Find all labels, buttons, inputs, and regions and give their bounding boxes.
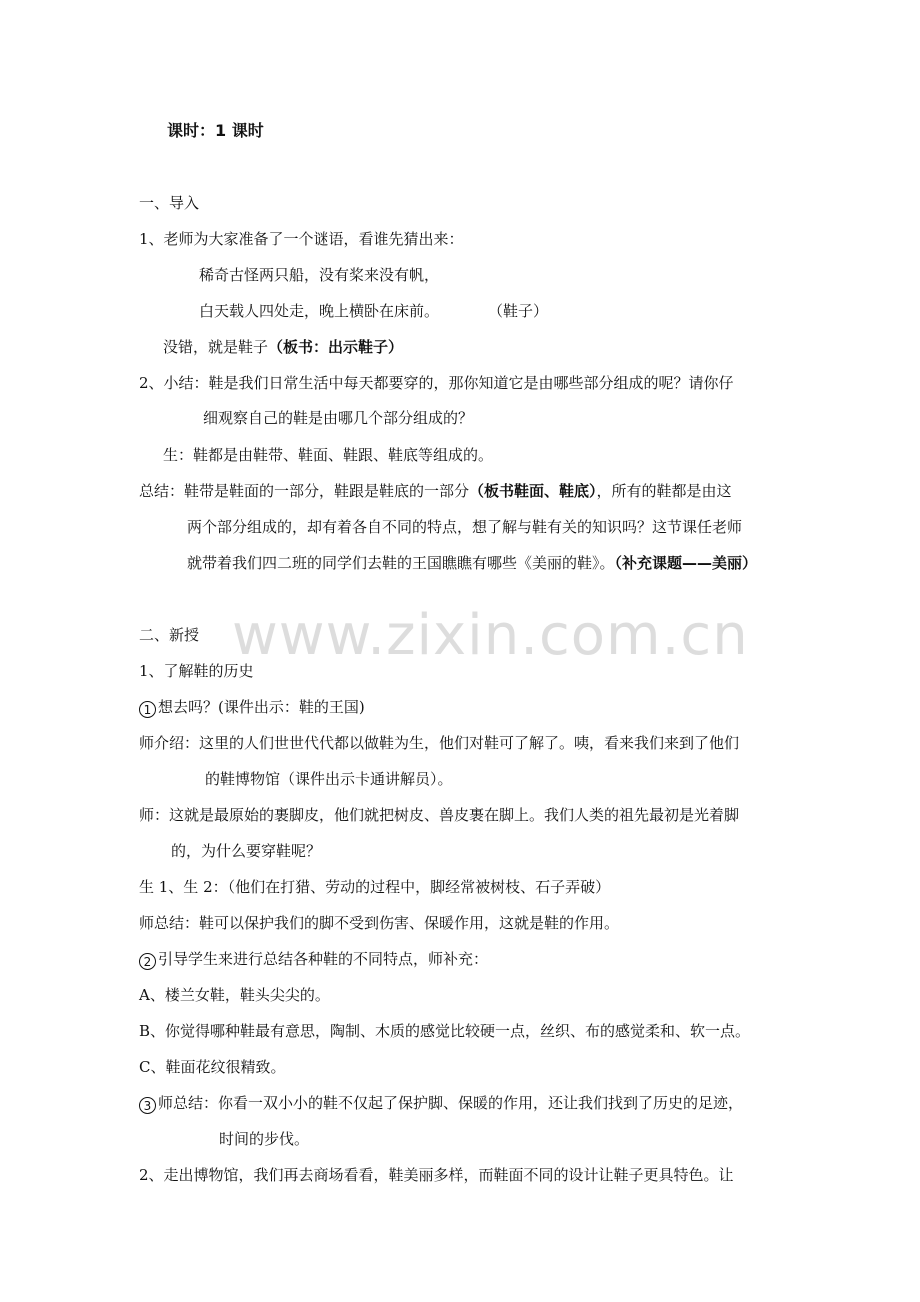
new-line-12: C、鞋面花纹很精致。 xyxy=(139,1058,286,1076)
new-line-2-text: 想去吗？(课件出示：鞋的王国) xyxy=(158,698,365,716)
new-line-5: 师：这就是最原始的裹脚皮，他们就把树皮、兽皮裹在脚上。我们人类的祖先最初是光着脚 xyxy=(139,806,740,824)
section-heading-new: 二、新授 xyxy=(139,626,200,644)
new-line-2 xyxy=(139,697,365,718)
new-line-9-text: 引导学生来进行总结各种鞋的不同特点，师补充： xyxy=(158,950,489,968)
new-line-1: 1、了解鞋的历史 xyxy=(139,662,254,680)
board-note-title: （补充课题——美丽） xyxy=(614,554,758,572)
riddle-line-2: 白天载人四处走，晚上横卧在床前。 xyxy=(199,302,440,320)
intro-line-3 xyxy=(163,337,403,357)
new-line-8: 师总结：鞋可以保护我们的脚不受到伤害、保暖作用，这就是鞋的作用。 xyxy=(139,914,620,932)
intro-line-5: 细观察自己的鞋是由哪几个部分组成的？ xyxy=(203,409,474,427)
intro-line-7-text: 总结：鞋带是鞋面的一部分，鞋跟是鞋底的一部分 xyxy=(139,482,470,500)
intro-line-7 xyxy=(139,481,732,501)
new-line-3: 师介绍：这里的人们世世代代都以做鞋为生，他们对鞋可了解了。咦，看来我们来到了他们 xyxy=(139,734,740,752)
board-note-shoes: （板书：出示鞋子） xyxy=(268,338,404,356)
riddle-answer: （鞋子） xyxy=(488,302,549,320)
intro-line-9-text: 就带着我们四二班的同学们去鞋的王国瞧瞧有哪些《美丽的鞋》。 xyxy=(187,554,615,572)
circled-number-1: 1 xyxy=(139,701,156,718)
intro-line-8: 两个部分组成的，却有着各自不同的特点，想了解与鞋有关的知识吗？这节课任老师 xyxy=(187,518,743,536)
intro-line-3-text: 没错，就是鞋子 xyxy=(163,338,269,356)
section-heading-intro: 一、导入 xyxy=(139,194,200,212)
intro-line-4: 2、小结：鞋是我们日常生活中每天都要穿的，那你知道它是由哪些部分组成的呢？请你仔 xyxy=(139,374,734,392)
new-line-13-text: 师总结：你看一双小小的鞋不仅起了保护脚、保暖的作用，还让我们找到了历史的足迹， xyxy=(158,1094,744,1112)
new-line-7: 生 1、生 2：（他们在打猎、劳动的过程中，脚经常被树枝、石子弄破） xyxy=(139,878,611,896)
riddle-line-1: 稀奇古怪两只船，没有桨来没有帆， xyxy=(199,266,440,284)
circled-number-2: 2 xyxy=(139,953,156,970)
circled-number-3: 3 xyxy=(139,1097,156,1114)
new-line-13 xyxy=(139,1093,743,1114)
watermark: www.zixin.com.cn xyxy=(232,603,749,668)
intro-line-1: 1、老师为大家准备了一个谜语，看谁先猜出来： xyxy=(139,230,464,248)
board-note-upper-sole: （板书鞋面、鞋底） xyxy=(469,482,597,500)
new-line-15: 2、走出博物馆，我们再去商场看看，鞋美丽多样，而鞋面不同的设计让鞋子更具特色。让 xyxy=(139,1166,734,1184)
new-line-11: B、你觉得哪种鞋最有意思，陶制、木质的感觉比较硬一点，丝织、布的感觉柔和、软一点。 xyxy=(139,1022,751,1040)
new-line-14: 时间的步伐。 xyxy=(219,1130,310,1148)
intro-line-7-tail: ，所有的鞋都是由这 xyxy=(596,482,732,500)
intro-line-9 xyxy=(187,553,757,573)
new-line-10: A、楼兰女鞋，鞋头尖尖的。 xyxy=(139,986,330,1004)
new-line-9 xyxy=(139,949,488,970)
new-line-4: 的鞋博物馆（课件出示卡通讲解员）。 xyxy=(205,770,453,788)
new-line-6: 的，为什么要穿鞋呢？ xyxy=(171,842,322,860)
intro-line-6: 生：鞋都是由鞋带、鞋面、鞋跟、鞋底等组成的。 xyxy=(163,446,494,464)
lesson-time: 课时：1 课时 xyxy=(167,121,264,140)
